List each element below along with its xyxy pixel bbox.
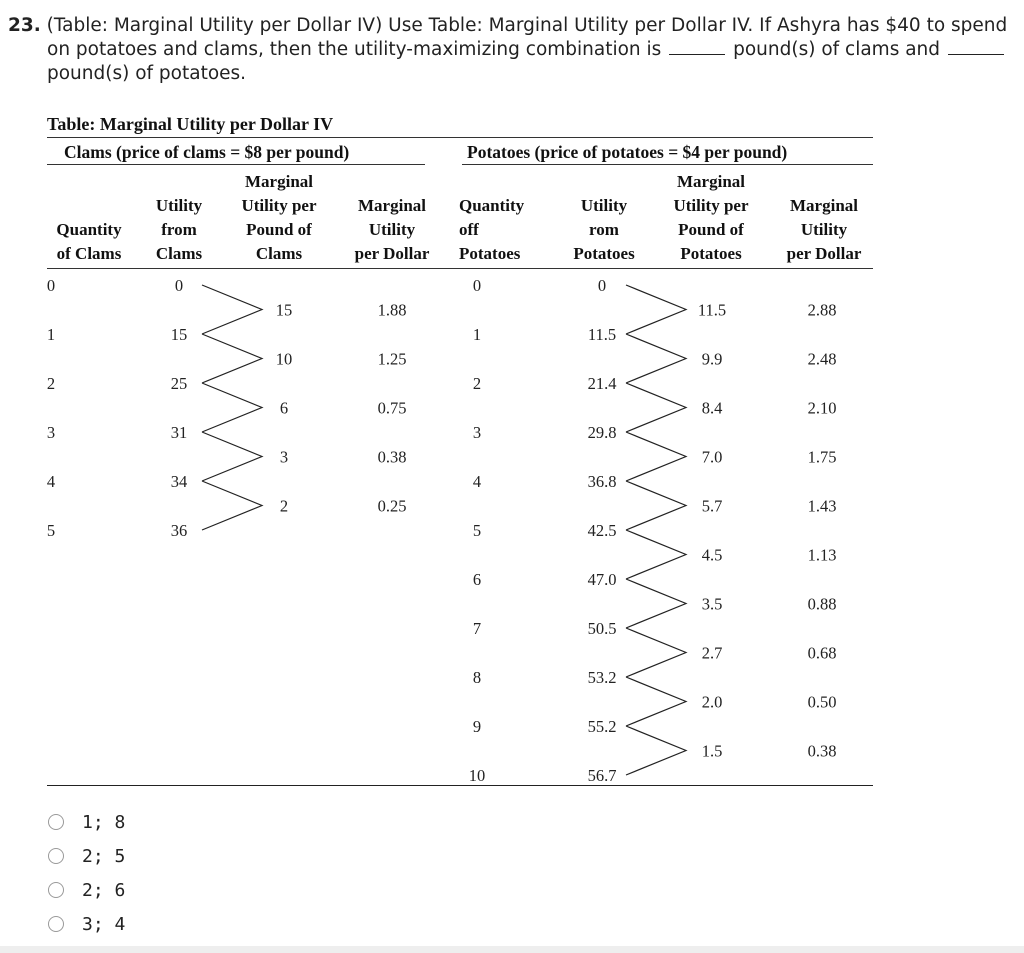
answer-blank-potatoes: [948, 38, 1004, 55]
clam-quantity-cell: 3: [46, 423, 56, 442]
answer-option-2[interactable]: [48, 839, 125, 873]
potato-quantity-cell: 8: [472, 668, 482, 687]
table-bottom-rule: [47, 785, 873, 786]
potato-mu-per-dollar-cell: 0.50: [807, 692, 837, 712]
answer-option-4[interactable]: [48, 907, 125, 941]
clam-mu-cell: 6: [279, 398, 289, 418]
option-label: 3; 4: [82, 913, 126, 935]
header-quantity-of-clams: Quantity of Clams: [56, 220, 122, 263]
potato-utility-cell: 53.2: [587, 668, 617, 687]
potato-utility-cell: 11.5: [587, 325, 617, 344]
question-text-part-1: (Table: Marginal Utility per Dollar IV) Use Table: Marginal Utility per Dollar IV. If Ashyra has $40 to spend on potatoes and clams, then the utility-maximizing combination is: [46, 15, 1008, 60]
potato-mu-per-dollar-cell: 1.13: [807, 545, 837, 565]
potato-quantity-cell: 4: [472, 472, 482, 491]
clam-quantity-cell: 5: [46, 521, 56, 540]
header-mu-per-dollar-potatoes: Marginal Utility per Dollar: [786, 196, 862, 263]
header-mu-per-pound-potatoes: Marginal Utility per Pound of Potatoes: [673, 172, 749, 263]
potato-mu-per-dollar-cell: 0.38: [807, 741, 837, 761]
radio-button[interactable]: [48, 814, 64, 830]
potato-utility-cell: 47.0: [587, 570, 617, 589]
potato-mu-per-dollar-cell: 2.88: [807, 300, 837, 320]
potato-quantity-cell: 10: [468, 766, 486, 785]
clam-quantity-cell: 0: [46, 276, 56, 295]
clam-utility-cell: 15: [170, 325, 188, 344]
option-label: 1; 8: [82, 811, 126, 833]
header-mu-per-dollar-clams: Marginal Utility per Dollar: [354, 196, 430, 263]
clam-quantity-cell: 1: [46, 325, 56, 344]
radio-button[interactable]: [48, 848, 64, 864]
clam-mu-cell: 2: [279, 496, 289, 516]
potato-mu-cell: 3.5: [701, 594, 723, 614]
table-title: Table: Marginal Utility per Dollar IV: [47, 114, 334, 134]
question-text: [8, 14, 1008, 86]
header-mu-per-pound-clams: Marginal Utility per Pound of Clams: [241, 172, 317, 263]
potato-utility-cell: 0: [597, 276, 607, 295]
header-quantity-potatoes: Quantity off Potatoes: [459, 196, 525, 263]
potato-utility-cell: 56.7: [587, 766, 617, 785]
radio-button[interactable]: [48, 882, 64, 898]
clam-quantity-cell: 2: [46, 374, 56, 393]
clam-utility-cell: 31: [170, 423, 188, 442]
potato-utility-cell: 50.5: [587, 619, 617, 638]
radio-button[interactable]: [48, 916, 64, 932]
table-body: [44, 108, 879, 793]
potato-mu-cell: 9.9: [701, 349, 723, 369]
option-label: 2; 6: [82, 879, 126, 901]
potato-mu-cell: 4.5: [701, 545, 723, 565]
clam-mu-cell: 10: [275, 349, 293, 369]
potato-utility-cell: 42.5: [587, 521, 617, 540]
question-text-part-3: pound(s) of potatoes.: [47, 63, 247, 84]
potato-quantity-cell: 7: [472, 619, 482, 638]
clam-mu-per-dollar-cell: 1.25: [377, 349, 407, 369]
potato-quantity-cell: 5: [472, 521, 482, 540]
potato-mu-cell: 2.0: [701, 692, 723, 712]
potato-mu-cell: 8.4: [701, 398, 723, 418]
option-label: 2; 5: [82, 845, 126, 867]
page-footer-bar: [0, 946, 1024, 953]
clam-mu-per-dollar-cell: 0.25: [377, 496, 407, 516]
clam-quantity-cell: 4: [46, 472, 56, 491]
clam-zigzag-connector: [202, 285, 262, 530]
potato-quantity-cell: 0: [472, 276, 482, 295]
clam-utility-cell: 36: [170, 521, 188, 540]
potato-mu-cell: 5.7: [701, 496, 723, 516]
answer-blank-clams: [669, 38, 725, 55]
potatoes-group-heading: Potatoes (price of potatoes = $4 per pound): [467, 142, 788, 162]
clam-mu-per-dollar-cell: 0.38: [377, 447, 407, 467]
answer-option-3[interactable]: [48, 873, 125, 907]
question-text-part-2: pound(s) of clams and: [733, 39, 941, 60]
potato-quantity-cell: 1: [472, 325, 482, 344]
question-number: 23.: [8, 15, 41, 36]
clam-mu-per-dollar-cell: 0.75: [377, 398, 407, 418]
potato-utility-cell: 36.8: [587, 472, 617, 491]
potato-mu-cell: 11.5: [697, 300, 727, 320]
potato-mu-cell: 7.0: [701, 447, 723, 467]
clam-utility-cell: 25: [170, 374, 188, 393]
potato-utility-cell: 29.8: [587, 423, 617, 442]
potato-mu-per-dollar-cell: 1.43: [807, 496, 837, 516]
clam-mu-cell: 3: [279, 447, 289, 467]
potato-quantity-cell: 6: [472, 570, 482, 589]
potato-mu-per-dollar-cell: 1.75: [807, 447, 837, 467]
potato-mu-cell: 2.7: [701, 643, 723, 663]
potato-quantity-cell: 3: [472, 423, 482, 442]
potato-mu-per-dollar-cell: 0.68: [807, 643, 837, 663]
header-utility-from-clams: Utility from Clams: [155, 196, 203, 263]
potato-mu-per-dollar-cell: 0.88: [807, 594, 837, 614]
potato-mu-per-dollar-cell: 2.48: [807, 349, 837, 369]
answer-options: [48, 805, 125, 941]
potato-utility-cell: 21.4: [587, 374, 617, 393]
clam-mu-per-dollar-cell: 1.88: [377, 300, 407, 320]
clams-group-heading: Clams (price of clams = $8 per pound): [64, 142, 350, 162]
answer-option-1[interactable]: [48, 805, 125, 839]
clam-utility-cell: 0: [174, 276, 184, 295]
utility-table: [44, 108, 879, 793]
potato-quantity-cell: 9: [472, 717, 482, 736]
header-utility-potatoes: Utility rom Potatoes: [573, 196, 635, 263]
potato-mu-per-dollar-cell: 2.10: [807, 398, 837, 418]
potato-zigzag-connector: [626, 285, 686, 775]
potato-mu-cell: 1.5: [701, 741, 723, 761]
potato-quantity-cell: 2: [472, 374, 482, 393]
clam-mu-cell: 15: [275, 300, 293, 320]
potato-utility-cell: 55.2: [587, 717, 617, 736]
clam-utility-cell: 34: [170, 472, 188, 491]
